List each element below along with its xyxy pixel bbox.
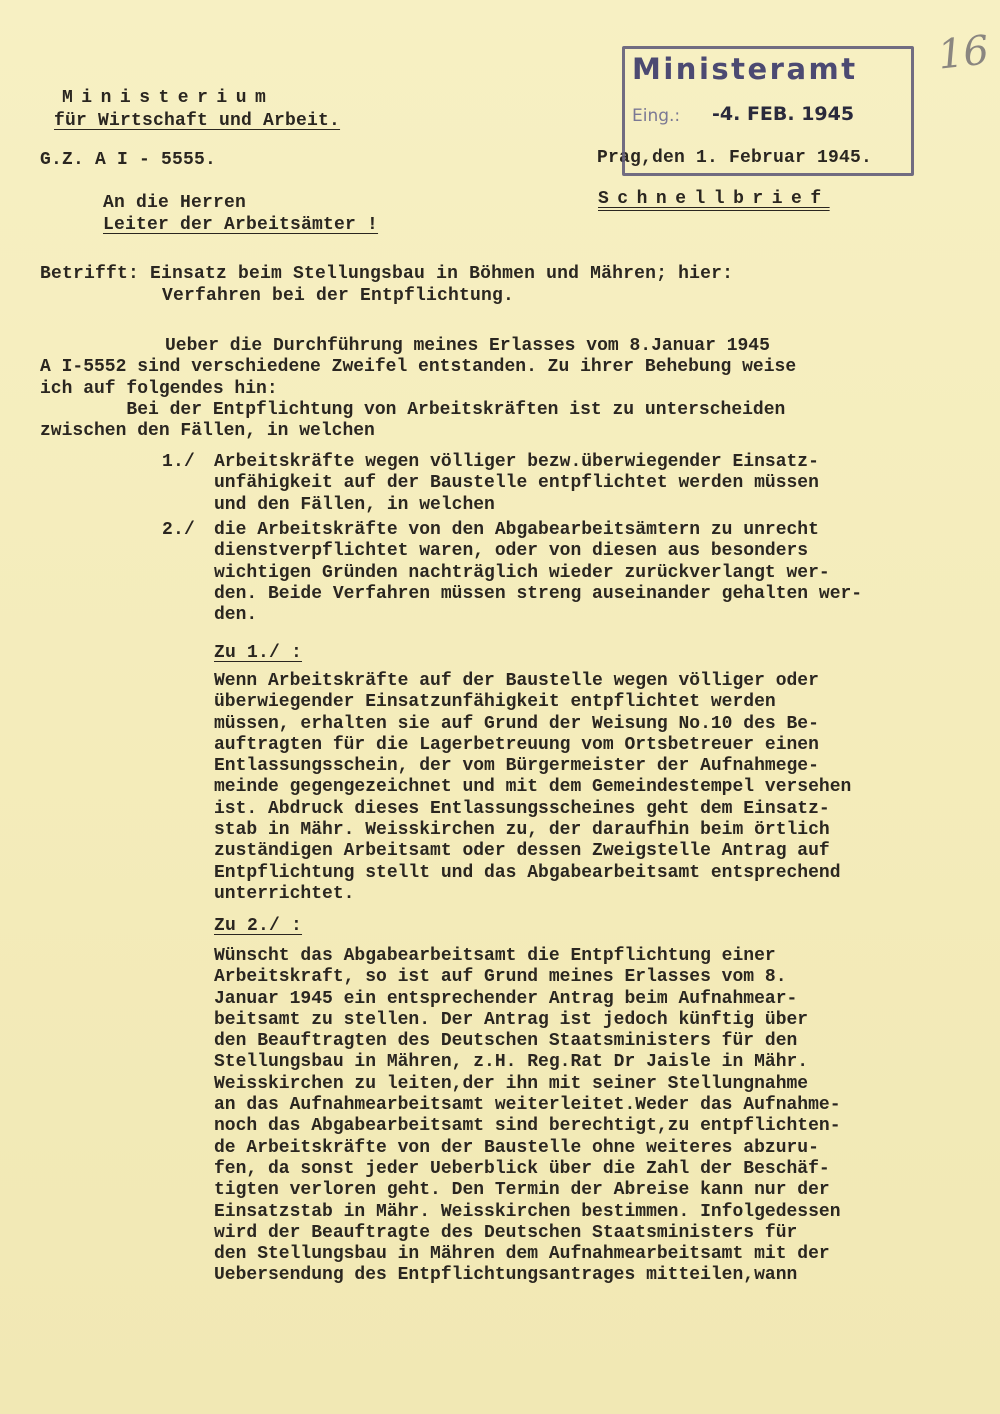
- subject-line: Betrifft: Einsatz beim Stellungsbau in Böhmen und Mähren; hier:: [40, 264, 734, 284]
- ministry-name: Ministerium: [62, 88, 275, 108]
- section-2-heading: Zu 2./ :: [214, 916, 303, 936]
- case-1-text: Arbeitskräfte wegen völliger bezw.überwiegender Einsatz- unfähigkeit auf der Baustelle entpflichtet werden müssen und den Fällen, in welchen: [214, 452, 819, 515]
- case-2-text: die Arbeitskräfte von den Abgabearbeitsämtern zu unrecht dienstverpflichtet waren, oder von diesen aus besonders wichtigen Gründen nachträglich wieder zurückverlangt wer- den. Beide Verfahren müssen streng auseinander gehalten wer- den.: [214, 520, 863, 626]
- folio-number: 16: [935, 27, 992, 79]
- case-2-number: 2./: [162, 520, 196, 540]
- case-1-number: 1./: [162, 452, 196, 472]
- stamp-received-label: Eing.:: [632, 106, 681, 126]
- section-1-heading: Zu 1./ :: [214, 643, 303, 663]
- document-type: Schnellbrief: [598, 189, 830, 209]
- stamp-title: Ministeramt: [632, 52, 858, 86]
- addressee-salutation: An die Herren: [103, 193, 247, 213]
- reference-number: G.Z. A I - 5555.: [40, 150, 217, 170]
- intro-paragraph: Ueber die Durchführung meines Erlasses vom 8.Januar 1945 A I-5552 sind verschiedene Zweifel entstanden. Zu ihrer Behebung weise ich auf folgendes hin: Bei der Entpflichtung von Arbeitskräften ist zu unterscheiden zwischen den Fällen, in welchen: [40, 336, 797, 442]
- stamp-date: -4. FEB. 1945: [712, 103, 855, 125]
- ministry-department: für Wirtschaft und Arbeit.: [54, 111, 341, 131]
- addressee-recipients: Leiter der Arbeitsämter !: [103, 215, 379, 235]
- section-1-text: Wenn Arbeitskräfte auf der Baustelle wegen völliger oder überwiegender Einsatzunfähigkeit entpflichtet werden müssen, erhalten sie auf Grund der Weisung No.10 des Be- auftragten für die Lagerbetreuung vom Ortsbetreuer einen Entlassungsschein, der vom Bürgermeister der Aufnahmege- meinde gegengezeichnet und mit dem Gemeindestempel versehen ist. Abdruck dieses Entlassungsscheines geht dem Einsatz- stab in Mähr. Weisskirchen zu, der daraufhin beim örtlich zuständigen Arbeitsamt oder dessen Zweigstelle Antrag auf Entpflichtung stellt und das Abgabearbeitsamt entsprechend unterrichtet.: [214, 671, 852, 904]
- subject-continuation: Verfahren bei der Entpflichtung.: [162, 286, 515, 306]
- place-date: Prag,den 1. Februar 1945.: [597, 148, 873, 168]
- section-2-text: Wünscht das Abgabearbeitsamt die Entpflichtung einer Arbeitskraft, so ist auf Grund meines Erlasses vom 8. Januar 1945 ein entsprechender Antrag beim Aufnahmear- beitsamt zu stellen. Der Antrag ist jedoch künftig über den Beauftragten des Deutschen Staatsministers für den Stellungsbau in Mähren, z.H. Reg.Rat Dr Jaisle in Mähr. Weisskirchen zu leiten,der ihn mit seiner Stellungnahme an das Aufnahmearbeitsamt weiterleitet.Weder das Aufnahme- noch das Abgabearbeitsamt sind berechtigt,zu entpflichten- de Arbeitskräfte von der Baustelle ohne weiteres abzuru- fen, da sonst jeder Ueberblick über die Zahl der Beschäf- tigten verloren geht. Den Termin der Abreise kann nur der Einsatzstab in Mähr. Weisskirchen bestimmen. Infolgedessen wird der Beauftragte des Deutschen Staatsministers für den Stellungsbau in Mähren dem Aufnahmearbeitsamt mit der Uebersendung des Entpflichtungsantrages mitteilen,wann: [214, 946, 841, 1286]
